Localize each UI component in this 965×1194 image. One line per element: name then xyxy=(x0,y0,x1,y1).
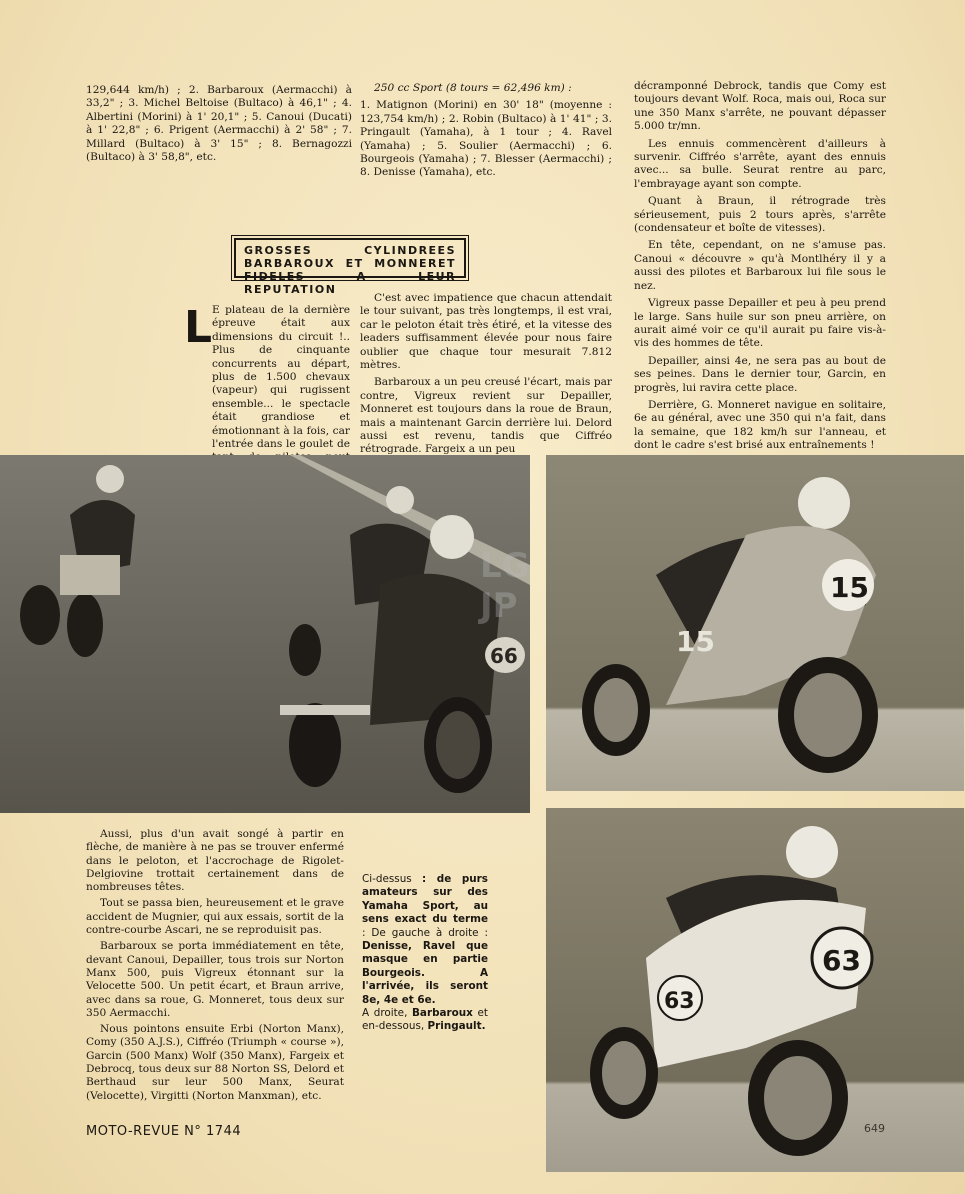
article-column-1-bottom xyxy=(86,828,344,1106)
section-headline xyxy=(234,238,466,296)
photo-pringault xyxy=(546,808,964,1172)
paragraph: Quant à Braun, il rétrograde très sérieusement, puis 2 tours après, s'arrête (condensateur et boîte de vitesses). xyxy=(634,195,886,235)
caption-text: et en-dessous, xyxy=(362,1007,488,1033)
headline-line: BARBAROUX ET MONNERET xyxy=(244,257,456,270)
race-number: 66 xyxy=(490,644,518,668)
paragraph: Tout se passa bien, heureusement et le grave accident de Mugnier, qui aux essais, sortit de la contre-courbe Ascari, ne se reproduisit pas. xyxy=(86,897,344,937)
caption-bold: Barbaroux xyxy=(412,1007,473,1020)
results-250-list: 1. Matignon (Morini) en 30' 18" (moyenne : 123,754 km/h) ; 2. Robin (Bultaco) à 1' 41" ; 3. Pringault (Yamaha), à 1 tour ; 4. Ravel (Yamaha) ; 5. Soulier (Aermacchi) ; 6. Bourgeois (Yamaha) ; 7. Blesser (Aermacchi) ; 8. Denisse (Yamaha), etc. xyxy=(360,99,612,179)
watermark-text: JP xyxy=(480,586,518,626)
race-number-side: 63 xyxy=(664,989,695,1014)
headline-line: GROSSES CYLINDREES xyxy=(244,244,456,257)
paragraph: Barbaroux se porta immédiatement en tête, devant Canoui, Depailler, tous trois sur Norton Manx 500, puis Vigreux étonnant sur la Velocette 500. Un petit écart, et Braun arrive, avec dans sa roue, G. Monneret, tous deux sur 350 Aermacchi. xyxy=(86,940,344,1019)
caption-bold: Pringault. xyxy=(427,1020,486,1033)
magazine-footer: MOTO-REVUE N° 1744 xyxy=(86,1124,242,1139)
caption-bold: : de purs amateurs sur des Yamaha Sport, au sens exact du terme xyxy=(362,873,488,926)
paragraph: Barbaroux a un peu creusé l'écart, mais par contre, Vigreux revient sur Depailler, Monneret est toujours dans la roue de Braun, mais a maintenant Garcin derrière lui. Delord aussi est revenu, tandis que Ciffréo rétrograde. Fargeix a un peu xyxy=(360,376,612,456)
results-250-heading: 250 cc Sport (8 tours = 62,496 km) : xyxy=(374,82,572,94)
drop-cap: L xyxy=(184,302,213,353)
paragraph: Vigreux passe Depailler et peu à peu prend le large. Sans huile sur son pneu arrière, on aurait aimé voir ce qu'il aurait pu faire vis-à-vis des hommes de tête. xyxy=(634,297,886,350)
paragraph: Nous pointons ensuite Erbi (Norton Manx), Comy (350 A.J.S.), Ciffréo (Triumph « course »), Garcin (500 Manx) Wolf (350 Manx), Fargeix et Debrocq, tous deux sur 88 Norton SS, Delord et Berthaud sur leur 500 Manx, Seurat (Velocette), Virgitti (Norton Manxman), etc. xyxy=(86,1023,344,1102)
article-column-2 xyxy=(360,292,612,461)
paragraph: C'est avec impatience que chacun attendait le tour suivant, pas très longtemps, il est vrai, car le peloton était très étiré, et la vitesse des leaders suffisamment élevée pour nous faire oublier que chaque tour mesurait 7.812 mètres. xyxy=(360,292,612,372)
results-column-2 xyxy=(360,82,612,184)
results-column-1 xyxy=(86,84,352,168)
headline-line: FIDELES A LEUR REPUTATION xyxy=(244,270,456,296)
race-number: 15 xyxy=(830,571,869,604)
photo-yamaha-riders xyxy=(0,455,530,813)
paragraph: Depailler, ainsi 4e, ne sera pas au bout de ses peines. Dans le dernier tour, Garcin, en progrès, lui ravira cette place. xyxy=(634,354,886,394)
caption-text: : De gauche à droite : xyxy=(362,926,488,939)
watermark-text: LG xyxy=(480,546,530,586)
caption-text: Ci-dessus xyxy=(362,873,412,885)
page-number: 649 xyxy=(864,1122,885,1135)
paragraph: Les ennuis commencèrent d'ailleurs à survenir. Ciffréo s'arrête, ayant des ennuis avec... sa bulle. Seurat rentre au parc, l'embrayage ayant son compte. xyxy=(634,137,886,190)
race-number: 63 xyxy=(822,944,861,977)
caption-text: A droite, xyxy=(362,1007,408,1020)
watermark-logo xyxy=(480,546,544,642)
article-column-3 xyxy=(634,80,886,457)
caption-bold: Denisse, Ravel que masque en partie Bourgeois. A l'arrivée, ils seront 8e, 4e et 6e. xyxy=(362,940,488,1006)
paragraph: En tête, cependant, on ne s'amuse pas. Canoui « découvre » qu'à Montlhéry il y a aussi des pilotes et Barbaroux lui file sous le nez. xyxy=(634,239,886,292)
intro-text: E plateau de la dernière épreuve était aux dimensions du circuit !.. Plus de cinquante concurrents au départ, plus de 1.500 chevaux (vapeur) qui rugissent ensemble... le spectacle était grandiose et émotionnant à la fois, car l'entrée dans le goulet de xyxy=(212,304,350,451)
results-500-continued: 129,644 km/h) ; 2. Barbaroux (Aermacchi) à 33,2" ; 3. Michel Beltoise (Bultaco) à 46,1" ; 4. Albertini (Morini) à 1' 20,1" ; 5. Canoui (Ducati) à 1' 22,8" ; 6. Prigent (Aermacchi) à 2' 58" ; 7. Millard (Bultaco) à 3' 15" ; 8. Bernagozzi (Bultaco) à 3' 58,8", etc. xyxy=(86,84,352,164)
race-number-side: 15 xyxy=(676,625,715,658)
photo-barbaroux xyxy=(546,455,964,791)
photo-caption xyxy=(362,873,488,1034)
paragraph: Aussi, plus d'un avait songé à partir en flèche, de manière à ne pas se trouver enfermé dans le peloton, et l'accrochage de Rigolet-Delgiovine trottait certainement dans de nombreuses têtes. xyxy=(86,828,344,894)
intro-paragraph xyxy=(86,304,350,478)
paragraph: Derrière, G. Monneret navigue en solitaire, 6e au général, avec une 350 qui n'a fait, dans la semaine, que 182 km/h sur l'anneau, et dont le cadre s'est brisé aux entraînements ! xyxy=(634,398,886,452)
paragraph: décramponné Debrock, tandis que Comy est toujours devant Wolf. Roca, mais oui, Roca sur une 350 Manx s'arrête, ne pouvant dépasser 5.000 tr/mn. xyxy=(634,80,886,133)
